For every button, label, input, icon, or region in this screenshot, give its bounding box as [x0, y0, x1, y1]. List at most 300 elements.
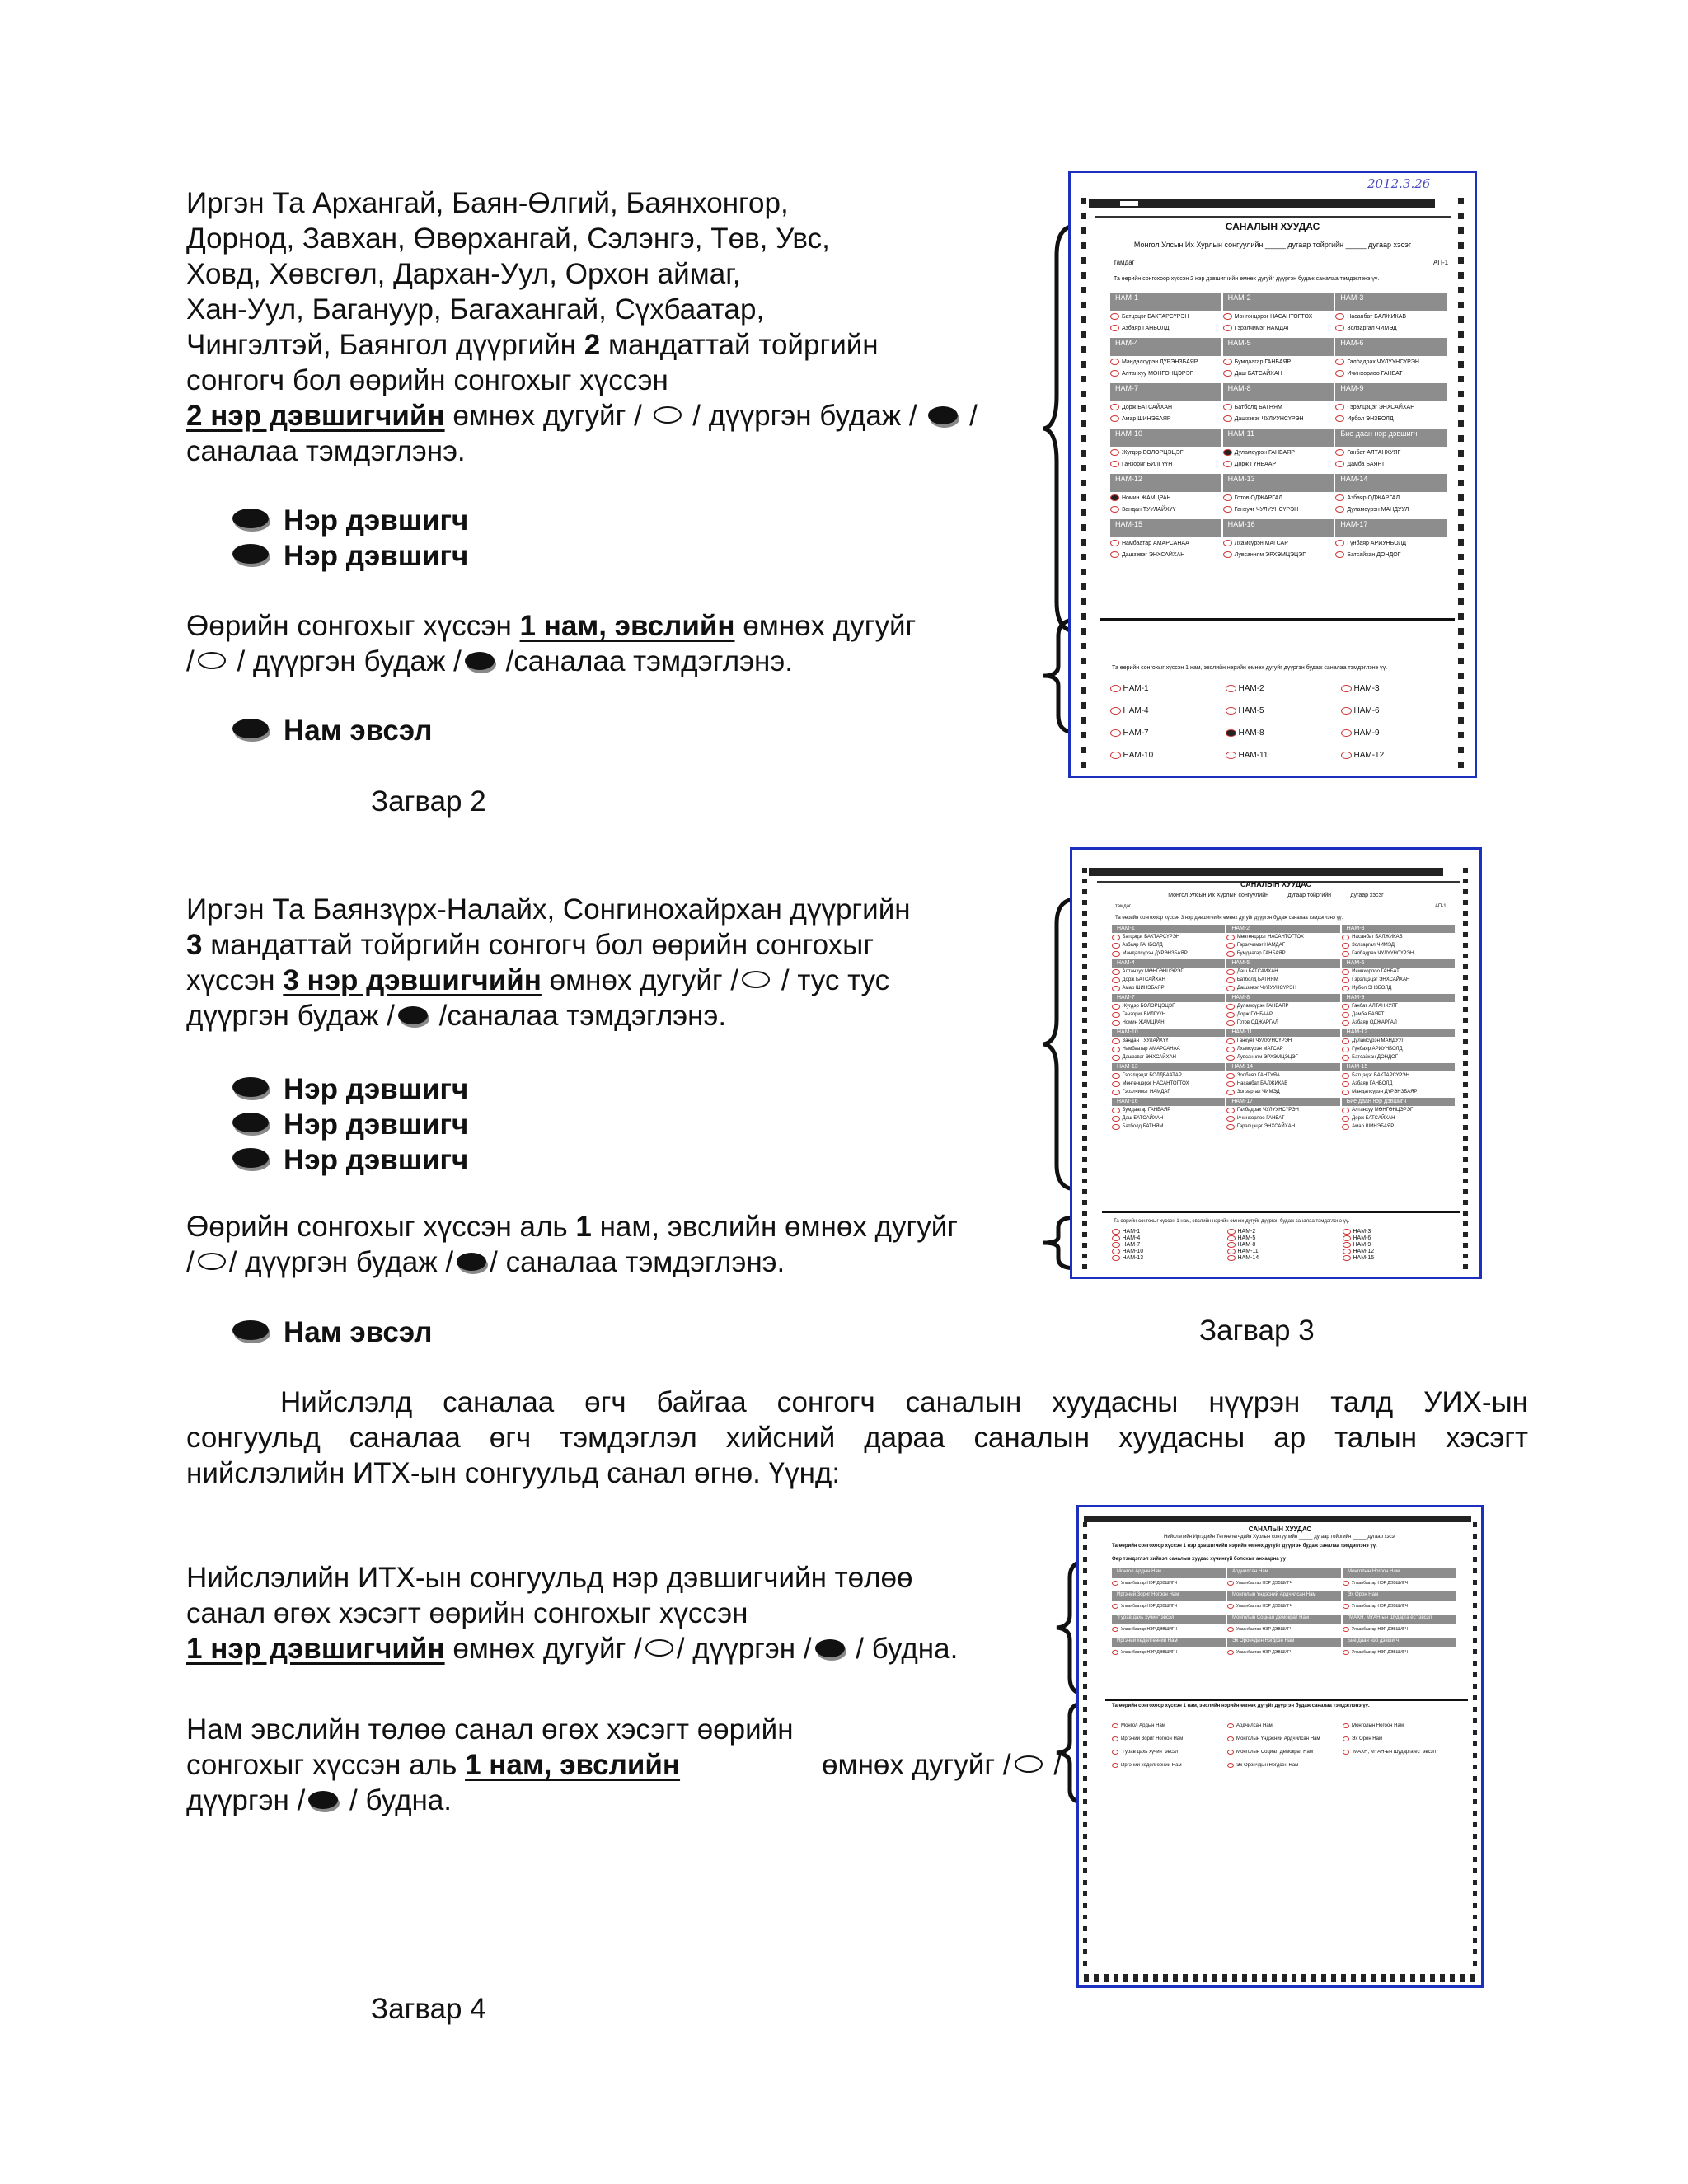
- timing-mark: [1082, 986, 1087, 991]
- ballot-oval-icon: [1342, 1012, 1350, 1018]
- ballot-name-cell: [1112, 1106, 1226, 1114]
- ballot-name-row: [1110, 537, 1448, 549]
- ballot-candidate-name: Улаанбаатар НЭР ДЭВШИГЧ: [1236, 1627, 1292, 1632]
- timing-mark: [1082, 1029, 1087, 1033]
- timing-mark: [1081, 450, 1086, 457]
- timing-mark: [1458, 450, 1464, 457]
- timing-mark: [1282, 1974, 1287, 1982]
- filled-oval-icon: [398, 1006, 428, 1024]
- ballot-name-cell: [1226, 941, 1341, 949]
- ballot-name-row: [1112, 941, 1456, 949]
- timing-mark: [1083, 1822, 1087, 1827]
- ballot-party-header: НАМ-16: [1223, 519, 1334, 537]
- filled-oval-icon: [232, 1148, 269, 1168]
- timing-mark: [1083, 1545, 1087, 1550]
- ballot-party-option: [1112, 1242, 1227, 1248]
- ballot-party-option: [1341, 729, 1456, 738]
- ballot-oval-icon: [1342, 1004, 1350, 1010]
- timing-mark: [1458, 287, 1464, 293]
- timing-mark: [1458, 524, 1464, 531]
- ballot-name-cell: [1112, 949, 1226, 958]
- ballot-oval-icon: [1341, 752, 1352, 759]
- ballot-oval-icon: [1342, 1108, 1350, 1113]
- ballot-oval-icon: [1343, 1650, 1349, 1655]
- ballot-party-name: Монголын Үндэсний Ардчилсан Нам: [1236, 1736, 1320, 1741]
- timing-mark: [1430, 1974, 1435, 1982]
- ballot-oval-icon: [1226, 977, 1235, 983]
- ballot-party-option: [1341, 706, 1456, 715]
- timing-marks: [1458, 198, 1464, 768]
- ballot-candidate-name: Азбаяр ГАНБОЛД: [1352, 1081, 1393, 1086]
- ballot-candidate-name: Ирбол ЭНЗБОЛД: [1352, 986, 1392, 991]
- timing-mark: [1463, 900, 1468, 905]
- filled-oval-icon: [232, 509, 269, 528]
- ballot-oval-icon: [1226, 1047, 1235, 1052]
- filled-oval-icon: [232, 1113, 269, 1132]
- timing-mark: [1082, 1104, 1087, 1108]
- timing-mark: [1242, 1974, 1247, 1982]
- ballot-party-name: НАМ-9: [1353, 1242, 1372, 1248]
- timing-mark: [1473, 1649, 1477, 1654]
- ballot-oval-icon: [1110, 551, 1119, 558]
- ballot-candidate-name: Ганхуяг ЧУЛУУНСҮРЭН: [1234, 506, 1299, 513]
- ballot-oval-icon: [1342, 1038, 1350, 1044]
- ballot-candidate-name: Азбаяр ОДЖАРГАЛ: [1352, 1020, 1397, 1025]
- timing-mark: [1153, 1974, 1158, 1982]
- ballot-name-cell: [1226, 1122, 1341, 1131]
- ballot-oval-icon: [1110, 752, 1121, 759]
- timing-mark: [1473, 1776, 1477, 1781]
- timing-mark: [1458, 257, 1464, 264]
- ballot-header-row: [1112, 925, 1456, 933]
- timing-marks: [1082, 868, 1087, 1269]
- ballot-name-cell: [1342, 949, 1456, 958]
- timing-mark: [1081, 331, 1086, 338]
- ballot-oval-icon: [1112, 1242, 1120, 1248]
- ballot-oval-icon: [1343, 1723, 1349, 1728]
- intro-paragraph: Нийслэлд саналаа өгч байгаа сонгогч саналын хуудасны нүүрэн талд УИХ-ын сонгуульд саналаа өгч тэмдэглэл хийсний дараа саналын хуудасны ар талын хэсэгт нийслэлийн ИТХ-ын сонгуульд санал өгнө. Үүнд:: [186, 1386, 1528, 1489]
- timing-mark: [1082, 996, 1087, 1001]
- ballot-party-header: НАМ-8: [1223, 383, 1334, 401]
- ballot-oval-icon: [1341, 685, 1352, 692]
- timing-mark: [1463, 868, 1468, 873]
- ballot-name-cell: [1226, 1071, 1341, 1080]
- ballot-name-row: [1112, 976, 1456, 984]
- ballot-title: САНАЛЫН ХУУДАС: [1240, 880, 1311, 888]
- ballot-header-row: [1110, 429, 1448, 447]
- ballot-oval-icon: [1112, 1047, 1120, 1052]
- ballot-oval-icon: [1342, 951, 1350, 957]
- timing-mark: [1458, 331, 1464, 338]
- ballot-name-row: [1112, 1037, 1456, 1045]
- timing-mark: [1463, 1082, 1468, 1087]
- timing-mark: [1458, 435, 1464, 442]
- timing-mark: [1473, 1915, 1477, 1919]
- ballot-party-name: НАМ-4: [1123, 706, 1149, 715]
- section1-line: сонгогч бол өөрийн сонгохыг хүссэн: [186, 364, 668, 396]
- timing-mark: [1082, 1136, 1087, 1141]
- ballot-party-name: Эх Орончдын Нэгдсэн Нам: [1236, 1763, 1299, 1768]
- ballot-name-cell: [1342, 1053, 1456, 1062]
- timing-mark: [1463, 1221, 1468, 1226]
- ballot-candidate-name: Дамба БАЯРТ: [1352, 1012, 1385, 1017]
- ballot-name-cell: [1223, 356, 1336, 368]
- ballot-candidate-name: Ганбат АЛТАНХУЯГ: [1352, 1004, 1398, 1009]
- ballot-name-cell: [1110, 401, 1223, 413]
- timing-mark: [1193, 1974, 1198, 1982]
- timing-mark: [1463, 943, 1468, 948]
- timing-mark: [1083, 1868, 1087, 1873]
- timing-mark: [1082, 1211, 1087, 1216]
- ballot-name-cell: [1112, 984, 1226, 992]
- ballot-party-option: [1227, 1723, 1343, 1728]
- timing-mark: [1143, 1974, 1148, 1982]
- ballot-party-name: НАМ-10: [1122, 1249, 1144, 1254]
- ballot-name-cell: [1112, 1624, 1227, 1634]
- ballot-party-option: [1227, 1249, 1343, 1254]
- timing-mark: [1081, 302, 1086, 308]
- ballot-name-cell: [1226, 1114, 1341, 1122]
- ballot-party-header: НАМ-3: [1342, 925, 1455, 933]
- ballot-oval-icon: [1223, 370, 1232, 377]
- ballot-candidate-name: Дуламсүрэн ГАНБАЯР: [1234, 449, 1295, 456]
- timing-mark: [1463, 1018, 1468, 1023]
- ballot-party-header: Монголын Социал Демократ Нам: [1227, 1615, 1341, 1624]
- ballot-name-cell: [1343, 1578, 1458, 1588]
- ballot-oval-icon: [1343, 1242, 1351, 1248]
- ballot-name-row: [1112, 984, 1456, 992]
- timing-mark: [1458, 628, 1464, 635]
- timing-mark: [1272, 1974, 1277, 1982]
- ballot-image-zagvar-4: [1076, 1505, 1484, 1988]
- ballot-name-cell: [1110, 322, 1223, 334]
- timing-mark: [1082, 921, 1087, 926]
- timing-mark: [1081, 272, 1086, 279]
- ballot-candidate-name: Дорж ГҮНБААР: [1234, 461, 1277, 467]
- ballot-candidate-name: Намбаатар АМАРСАНАА: [1122, 1047, 1180, 1052]
- ballot-oval-icon: [1226, 1004, 1235, 1010]
- ballot-party-header: Эх Орончдын Нэгдсэн Нам: [1227, 1638, 1341, 1647]
- ballot-candidate-name: Батцэцэг БАКТАРСҮРЭН: [1122, 313, 1189, 320]
- ballot-oval-icon: [1335, 506, 1344, 513]
- ballot-candidate-name: Ганхуяг ЧУЛУУНСҮРЭН: [1236, 1038, 1292, 1043]
- ballot-oval-icon: [1112, 1073, 1120, 1079]
- timing-mark: [1311, 1974, 1316, 1982]
- timing-mark: [1081, 420, 1086, 427]
- timing-mark: [1473, 1891, 1477, 1896]
- ballot-oval-icon: [1343, 1235, 1351, 1241]
- ballot-name-cell: [1335, 504, 1448, 515]
- ballot-party-option: [1226, 729, 1341, 738]
- ballot-corner-right: АП-1: [1433, 259, 1449, 266]
- timing-mark: [1458, 687, 1464, 694]
- ballot-name-row: [1112, 1080, 1456, 1088]
- timing-mark: [1458, 643, 1464, 649]
- ballot-oval-icon: [1343, 1750, 1349, 1755]
- ballot-oval-icon: [1335, 449, 1344, 456]
- timing-mark: [1463, 986, 1468, 991]
- ballot-oval-icon: [1226, 943, 1235, 949]
- ballot-name-cell: [1342, 1010, 1456, 1019]
- ballot-header-row: [1110, 474, 1448, 492]
- ballot-party-option: [1343, 1736, 1458, 1741]
- ballot-candidate-name: Готов ОДЖАРГАЛ: [1236, 1020, 1278, 1025]
- timing-mark: [1463, 1061, 1468, 1066]
- ballot-party-name: НАМ-7: [1122, 1242, 1141, 1248]
- ballot-oval-icon: [1227, 1650, 1234, 1655]
- ballot-party-header: Бие даан нэр дэвшигч: [1335, 429, 1447, 447]
- ballot-candidate-name: Ганбат АЛТАНХУЯГ: [1347, 449, 1401, 456]
- ballot-name-cell: [1112, 968, 1226, 976]
- ballot-party-header: НАМ-6: [1335, 338, 1447, 356]
- timing-mark: [1473, 1626, 1477, 1631]
- ballot-name-cell: [1226, 1019, 1341, 1027]
- ballot-oval-icon: [1342, 1055, 1350, 1061]
- ballot-oval-icon: [1110, 313, 1119, 320]
- ballot-name-cell: [1226, 1080, 1341, 1088]
- ballot-oval-icon: [1226, 707, 1236, 715]
- timing-mark: [1081, 673, 1086, 679]
- ballot-candidate-name: Улаанбаатар НЭР ДЭВШИГЧ: [1352, 1604, 1408, 1609]
- ballot-party-header: НАМ-17: [1226, 1098, 1339, 1106]
- ballot-oval-icon: [1342, 1073, 1350, 1079]
- ballot-party-option: [1343, 1723, 1458, 1728]
- timing-mark: [1463, 932, 1468, 937]
- ballot-oval-icon: [1226, 935, 1235, 940]
- timing-mark: [1081, 257, 1086, 264]
- ballot-oval-icon: [1223, 415, 1232, 422]
- timing-mark: [1463, 1189, 1468, 1194]
- filled-oval-icon: [928, 406, 958, 424]
- ballot-party-name: "МАХН, МҮАН-ын Шударга ёс" эвсэл: [1352, 1750, 1437, 1755]
- ballot-oval-icon: [1112, 1090, 1120, 1095]
- section1-line: 2 нэр дэвшигчийн өмнөх дугуйг / / дүүргэн будаж / /: [186, 400, 978, 432]
- ballot-oval-icon: [1227, 1249, 1236, 1254]
- ballot-candidate-name: Амар ШИНЭБАЯР: [1352, 1124, 1395, 1129]
- ballot-oval-icon: [1110, 461, 1119, 467]
- timing-mark: [1081, 717, 1086, 724]
- candidate-item: Нэр дэвшигч: [229, 1142, 468, 1178]
- timing-mark: [1473, 1545, 1477, 1550]
- ballot-subtitle: Нийслэлийн Иргэдийн Төлөөлөгчдийн Хурлын сонгуулийн _____ дугаар тойргийн _____ дугаар хэсэг: [1164, 1535, 1396, 1540]
- ballot-instruction: Өөр тэмдэглэл хийвэл саналын хуудас хүчингүй болохыг анхаарна уу: [1112, 1557, 1286, 1562]
- ballot-name-row: [1112, 1578, 1458, 1588]
- timing-mark: [1292, 1974, 1296, 1982]
- ballot-party-header: НАМ-6: [1342, 959, 1455, 968]
- ballot-party-option: [1226, 684, 1341, 693]
- timing-mark: [1083, 1603, 1087, 1608]
- timing-marks: [1081, 198, 1086, 768]
- ballot-party-header: НАМ-14: [1335, 474, 1447, 492]
- ballot-oval-icon: [1226, 752, 1236, 759]
- ballot-party-header: НАМ-1: [1110, 293, 1221, 311]
- timing-mark: [1082, 1061, 1087, 1066]
- ballot-name-cell: [1342, 1045, 1456, 1053]
- ballot-party-name: НАМ-12: [1353, 751, 1385, 760]
- ballot-party-name: НАМ-2: [1238, 684, 1264, 693]
- ballot-divider: [1102, 1211, 1460, 1213]
- timing-mark: [1463, 1039, 1468, 1044]
- ballot-candidate-name: Амар ШИНЭБАЯР: [1122, 986, 1165, 991]
- timing-mark: [1473, 1961, 1477, 1966]
- empty-oval-icon: [742, 971, 770, 988]
- ballot-candidate-grid: [1112, 923, 1456, 1131]
- ballot-party-header: НАМ-5: [1226, 959, 1339, 968]
- ballot-oval-icon: [1112, 969, 1120, 975]
- timing-mark: [1473, 1799, 1477, 1804]
- ballot-candidate-name: Гэрэлцэцэг БОЛДБААТАР: [1122, 1073, 1182, 1078]
- ballot-name-cell: [1343, 1647, 1458, 1657]
- ballot-name-cell: [1112, 1045, 1226, 1053]
- ballot-oval-icon: [1342, 1020, 1350, 1026]
- ballot-name-row: [1110, 368, 1448, 379]
- ballot-candidate-name: Даш БАТСАЙХАН: [1234, 370, 1282, 377]
- ballot-header-row: [1112, 1638, 1458, 1647]
- timing-mark: [1473, 1730, 1477, 1735]
- ballot-candidate-name: Дорж БАТСАЙХАН: [1122, 977, 1165, 982]
- ballot-header-row: [1110, 293, 1448, 311]
- ballot-oval-icon: [1342, 977, 1350, 983]
- ballot-name-row: [1112, 1071, 1456, 1080]
- ballot-name-cell: [1342, 1114, 1456, 1122]
- ballot-candidate-name: Мандалсүрэн ДҮРЭНЗБАЯР: [1122, 359, 1198, 365]
- ballot-oval-icon: [1112, 1763, 1118, 1768]
- timing-mark: [1458, 420, 1464, 427]
- timing-mark: [1081, 569, 1086, 575]
- timing-mark: [1082, 1179, 1087, 1183]
- ballot-header-row: [1112, 1029, 1456, 1037]
- ballot-name-cell: [1110, 356, 1223, 368]
- ballot-oval-icon: [1112, 1627, 1118, 1632]
- ballot-name-cell: [1110, 447, 1223, 458]
- timing-mark: [1133, 1974, 1138, 1982]
- ballot-party-header: "МАХН, МҮАН-ын Шударга ёс" эвсэл: [1343, 1615, 1456, 1624]
- section1-line: Чингэлтэй, Баянгол дүүргийн 2 мандаттай тойргийн: [186, 329, 879, 361]
- timing-mark: [1083, 1961, 1087, 1966]
- ballot-party-header: НАМ-11: [1226, 1029, 1339, 1037]
- timing-mark: [1083, 1534, 1087, 1539]
- ballot-name-cell: [1342, 1106, 1456, 1114]
- timing-mark: [1458, 465, 1464, 471]
- timing-mark: [1183, 1974, 1188, 1982]
- timing-mark: [1473, 1695, 1477, 1700]
- ballot-name-cell: [1335, 492, 1448, 504]
- ballot-party-name: Эх Орон Нам: [1352, 1736, 1383, 1741]
- ballot-party-name: НАМ-2: [1237, 1229, 1256, 1235]
- timing-mark: [1262, 1974, 1267, 1982]
- timing-mark: [1081, 628, 1086, 635]
- ballot-party-header: НАМ-4: [1110, 338, 1221, 356]
- ballot-header-row: [1112, 1615, 1458, 1624]
- timing-mark: [1463, 1200, 1468, 1205]
- ballot-corner-left: тамдаг: [1114, 259, 1135, 266]
- ballot-name-cell: [1343, 1601, 1458, 1611]
- ballot-oval-icon: [1226, 1038, 1235, 1044]
- ballot-oval-icon: [1227, 1581, 1234, 1586]
- ballot-oval-icon: [1335, 313, 1344, 320]
- timing-mark: [1083, 1626, 1087, 1631]
- ballot-oval-icon: [1341, 729, 1352, 737]
- timing-mark: [1082, 1221, 1087, 1226]
- ballot-oval-icon: [1223, 494, 1232, 501]
- timing-mark: [1458, 583, 1464, 590]
- ballot-candidate-name: Бумдаагар ГАНБАЯР: [1236, 951, 1286, 956]
- ballot-candidate-name: Ирбол ЭНЗБОЛД: [1347, 415, 1394, 422]
- ballot-subtitle: Монгол Улсын Их Хурлын сонгуулийн _____ дугаар тойргийн _____ дугаар хэсэг: [1133, 241, 1412, 249]
- ballot-image-zagvar-2: [1068, 171, 1477, 778]
- ballot-oval-icon: [1226, 729, 1236, 737]
- ballot-oval-icon: [1112, 1038, 1120, 1044]
- ballot-party-header: НАМ-10: [1112, 1029, 1225, 1037]
- ballot-name-cell: [1342, 1002, 1456, 1010]
- ballot-oval-icon: [1335, 325, 1344, 331]
- timing-mark: [1083, 1672, 1087, 1677]
- ballot-name-cell: [1226, 1088, 1341, 1096]
- ballot-candidate-name: Батболд БАТНЯМ: [1236, 977, 1278, 982]
- ballot-name-cell: [1110, 504, 1223, 515]
- ballot-candidate-name: Дорж БАТСАЙХАН: [1352, 1116, 1395, 1121]
- ballot-party-name: НАМ-5: [1237, 1235, 1256, 1241]
- ballot-oval-icon: [1110, 707, 1121, 715]
- timing-mark: [1083, 1776, 1087, 1781]
- ballot-name-cell: [1335, 401, 1448, 413]
- ballot-candidate-name: Дашзэвэг ЭНХСАЙХАН: [1122, 551, 1185, 558]
- ballot-name-cell: [1342, 968, 1456, 976]
- ballot-candidate-name: Алтанхуу МӨНГӨНЦЭРЭГ: [1352, 1108, 1414, 1113]
- timing-mark: [1473, 1857, 1477, 1862]
- ballot-party-header: НАМ-8: [1226, 994, 1339, 1002]
- ballot-candidate-name: Улаанбаатар НЭР ДЭВШИГЧ: [1121, 1604, 1177, 1609]
- ballot-party-name: НАМ-1: [1122, 1229, 1141, 1235]
- ballot-oval-icon: [1335, 404, 1344, 410]
- party-item: Нам эвсэл: [229, 1315, 433, 1350]
- ballot-name-cell: [1112, 1114, 1226, 1122]
- ballot-party-header: НАМ-12: [1110, 474, 1221, 492]
- timing-mark: [1458, 569, 1464, 575]
- timing-mark: [1083, 1615, 1087, 1619]
- ballot-oval-icon: [1227, 1229, 1236, 1235]
- ballot-corner-left: тамдаг: [1115, 904, 1132, 909]
- filled-oval-icon: [232, 544, 269, 564]
- caption-zagvar-4: Загвар 4: [371, 1993, 486, 2025]
- timing-mark: [1463, 964, 1468, 969]
- ballot-party-header: НАМ-12: [1342, 1029, 1455, 1037]
- timing-mark: [1082, 1039, 1087, 1044]
- ballot-oval-icon: [1227, 1723, 1234, 1728]
- ballot-candidate-name: Лхамсүрэн МАГСАР: [1236, 1047, 1283, 1052]
- timing-mark: [1458, 613, 1464, 620]
- ballot-oval-icon: [1112, 1229, 1120, 1235]
- timing-mark: [1463, 1104, 1468, 1108]
- ballot-party-name: НАМ-12: [1353, 1249, 1375, 1254]
- ballot-name-cell: [1335, 458, 1448, 470]
- timing-mark: [1081, 480, 1086, 486]
- ballot-party-option: [1343, 1249, 1458, 1254]
- ballot-name-row: [1112, 1624, 1458, 1634]
- timing-mark: [1081, 732, 1086, 738]
- filled-oval-icon: [465, 652, 495, 670]
- ballot-oval-icon: [1112, 1055, 1120, 1061]
- ballot-name-cell: [1112, 1071, 1226, 1080]
- ballot-party-option: [1110, 751, 1226, 760]
- timing-mark: [1458, 346, 1464, 353]
- ballot-oval-icon: [1223, 461, 1232, 467]
- ballot-name-row: [1112, 1114, 1456, 1122]
- ballot-party-name: НАМ-4: [1122, 1235, 1141, 1241]
- ballot-name-row: [1110, 322, 1448, 334]
- timing-mark: [1081, 213, 1086, 219]
- ballot-name-cell: [1223, 413, 1336, 424]
